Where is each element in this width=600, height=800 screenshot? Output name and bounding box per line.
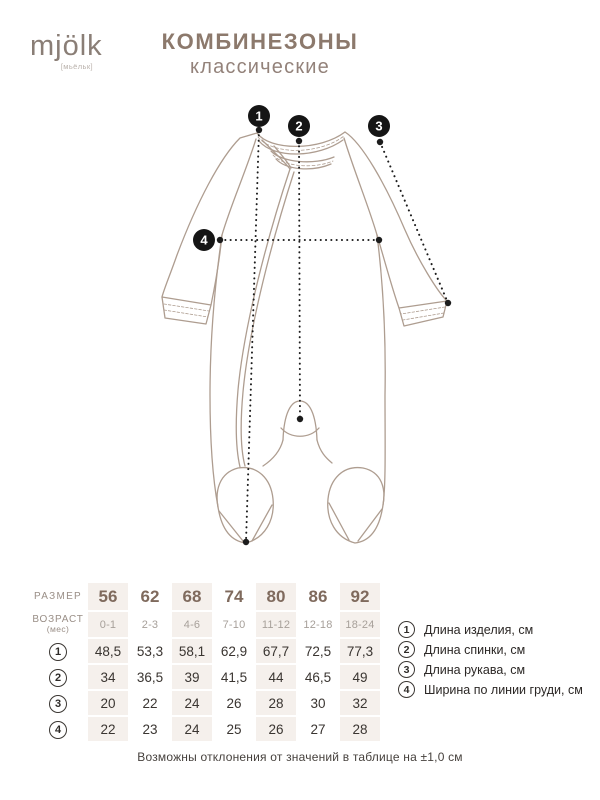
age-cell: 0-1 <box>88 612 128 637</box>
size-cell: 68 <box>172 583 212 610</box>
value-cell: 34 <box>88 665 128 689</box>
size-cell: 86 <box>308 586 328 606</box>
legend-label: Длина изделия, см <box>424 622 534 637</box>
size-cell: 92 <box>340 583 380 610</box>
value-cell: 26 <box>256 717 296 741</box>
age-cell: 7-10 <box>222 618 246 631</box>
value-cell: 62,9 <box>220 643 248 659</box>
age-cell: 11-12 <box>256 612 296 637</box>
value-cell: 48,5 <box>88 639 128 663</box>
value-cell: 49 <box>340 665 380 689</box>
measure-row-1-label <box>30 639 86 663</box>
value-cell: 25 <box>226 721 242 737</box>
size-cell: 62 <box>140 586 160 606</box>
value-cell: 24 <box>172 717 212 741</box>
page-title: КОМБИНЕЗОНЫ <box>161 29 359 54</box>
right-foot-heel-lines <box>329 503 382 541</box>
marker-4-number: 4 <box>200 232 208 248</box>
legend-item-3 <box>398 661 583 678</box>
value-cell: 24 <box>172 691 212 715</box>
circled-number-3: 3 <box>49 695 67 713</box>
value-cell: 22 <box>88 717 128 741</box>
measure-row-3-label <box>30 691 86 715</box>
value-cell: 28 <box>340 717 380 741</box>
value-cell: 53,3 <box>136 643 164 659</box>
size-cell: 56 <box>88 583 128 610</box>
page-subtitle: классические <box>190 56 330 79</box>
tolerance-footnote: Возможны отклонения от значений в таблице на ±1,0 см <box>137 750 463 764</box>
age-row <box>30 612 380 637</box>
age-cell: 12-18 <box>303 618 333 631</box>
brand-name: mjölk <box>30 30 103 62</box>
legend-label: Длина рукава, см <box>424 662 526 677</box>
value-cell: 39 <box>172 665 212 689</box>
value-cell: 72,5 <box>304 643 332 659</box>
circled-number-4: 4 <box>49 721 67 739</box>
circled-number-1: 1 <box>49 643 67 661</box>
value-cell: 30 <box>310 695 326 711</box>
marker-1-number: 1 <box>255 108 263 124</box>
measure-row-4 <box>30 717 380 741</box>
measurement-lines <box>217 127 451 545</box>
measure-row-2 <box>30 665 380 689</box>
age-unit: (мес) <box>46 624 70 635</box>
value-cell: 77,3 <box>340 639 380 663</box>
size-cell: 80 <box>256 583 296 610</box>
value-cell: 22 <box>142 695 158 711</box>
value-cell: 32 <box>340 691 380 715</box>
legend-label: Длина спинки, см <box>424 642 526 657</box>
value-cell: 36,5 <box>136 669 164 685</box>
circled-number-1: 1 <box>398 621 415 638</box>
legend-item-1 <box>398 621 583 638</box>
left-foot-heel-lines <box>219 505 272 541</box>
marker-3-number: 3 <box>375 118 383 134</box>
value-cell: 20 <box>88 691 128 715</box>
brand-transcription: [мьёльк] <box>60 62 93 71</box>
measure-row-1 <box>30 639 380 663</box>
value-cell: 23 <box>142 721 158 737</box>
measure-line-1 <box>246 130 259 542</box>
legend-item-4 <box>398 681 583 698</box>
value-cell: 46,5 <box>304 669 332 685</box>
romper-outline <box>162 132 447 543</box>
age-cell: 18-24 <box>340 612 380 637</box>
measure-row-4-label <box>30 717 86 741</box>
value-cell: 41,5 <box>220 669 248 685</box>
size-cell: 74 <box>224 586 244 606</box>
measure-row-2-label <box>30 665 86 689</box>
value-cell: 27 <box>310 721 326 737</box>
measure-row-3 <box>30 691 380 715</box>
value-cell: 26 <box>226 695 242 711</box>
size-row <box>30 583 380 610</box>
romper-drawing <box>150 95 470 595</box>
age-row-label: ВОЗРАСТ (мес) <box>30 612 86 637</box>
circled-number-2: 2 <box>398 641 415 658</box>
garment-diagram <box>150 95 470 595</box>
measure-line-2 <box>299 141 300 419</box>
value-cell: 67,7 <box>256 639 296 663</box>
age-cell: 4-6 <box>172 612 212 637</box>
marker-2-number: 2 <box>295 118 303 134</box>
page-header <box>60 30 460 79</box>
left-cuff-stitching <box>164 304 209 317</box>
measurement-legend <box>398 621 583 701</box>
circled-number-2: 2 <box>49 669 67 687</box>
legend-item-2 <box>398 641 583 658</box>
legend-label: Ширина по линии груди, см <box>424 682 583 697</box>
value-cell: 28 <box>256 691 296 715</box>
size-table <box>28 581 382 743</box>
value-cell: 44 <box>256 665 296 689</box>
age-cell: 2-3 <box>141 618 159 631</box>
circled-number-4: 4 <box>398 681 415 698</box>
size-row-label: РАЗМЕР <box>33 591 83 602</box>
circled-number-3: 3 <box>398 661 415 678</box>
value-cell: 58,1 <box>172 639 212 663</box>
